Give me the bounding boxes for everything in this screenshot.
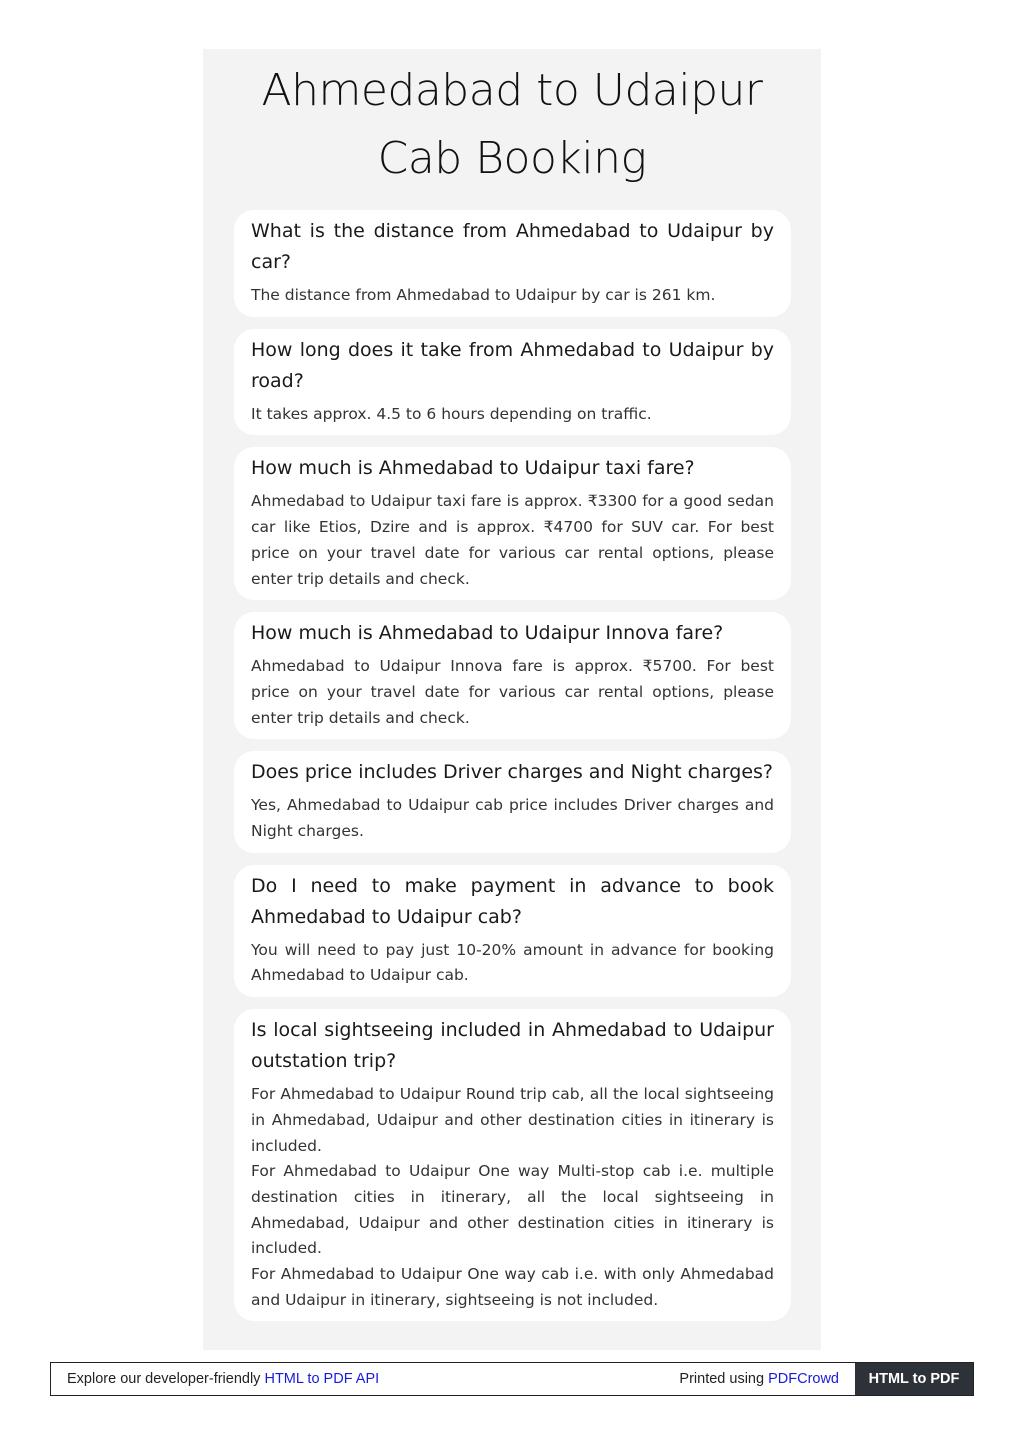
faq-answer (251, 654, 774, 731)
faq-item (234, 1009, 791, 1321)
faq-answer-paragraph: It takes approx. 4.5 to 6 hours depending on traffic. (251, 404, 652, 423)
faq-answer (251, 938, 774, 989)
faq-answer-paragraph: For Ahmedabad to Udaipur Round trip cab, all the local sightseeing in Ahmedabad, Udaipur and other destination cities in itinerary is included. (251, 1085, 774, 1155)
faq-question: Do I need to make payment in advance to book Ahmedabad to Udaipur cab? (251, 874, 774, 928)
faq-question: How long does it take from Ahmedabad to Udaipur by road? (251, 338, 774, 392)
footer-printed-text: Printed using (679, 1371, 769, 1387)
faq-answer-paragraph: Ahmedabad to Udaipur taxi fare is approx. ₹3300 for a good sedan car like Etios, Dzire and is approx. ₹4700 for SUV car. For best price on your travel date for various car rental options, please enter trip details and check. (251, 492, 774, 588)
faq-list (234, 210, 791, 1333)
faq-answer-paragraph: Yes, Ahmedabad to Udaipur cab price includes Driver charges and Night charges. (251, 796, 774, 841)
html-to-pdf-api-link[interactable]: HTML to PDF API (264, 1371, 380, 1387)
faq-item (234, 865, 791, 997)
faq-question: Is local sightseeing included in Ahmedabad to Udaipur outstation trip? (251, 1019, 774, 1073)
faq-answer (251, 402, 774, 428)
faq-item (234, 447, 791, 600)
faq-item (234, 210, 791, 317)
faq-answer (251, 793, 774, 844)
faq-question: How much is Ahmedabad to Udaipur Innova fare? (251, 622, 724, 645)
faq-answer-paragraph: For Ahmedabad to Udaipur One way Multi-stop cab i.e. multiple destination cities in itinerary, all the local sightseeing in Ahmedabad, Udaipur and other destination cities in itinerary is included. (251, 1162, 774, 1258)
faq-question: What is the distance from Ahmedabad to Udaipur by car? (251, 220, 774, 273)
faq-answer-paragraph: The distance from Ahmedabad to Udaipur by car is 261 km. (251, 286, 716, 304)
content-panel (203, 49, 821, 1350)
faq-answer-paragraph: Ahmedabad to Udaipur Innova fare is approx. ₹5700. For best price on your travel date for various car rental options, please enter trip details and check. (251, 657, 774, 727)
footer-printed (679, 1371, 855, 1387)
faq-item (234, 612, 791, 739)
faq-item (234, 751, 791, 852)
pdfcrowd-link[interactable]: PDFCrowd (768, 1371, 839, 1387)
faq-question: How much is Ahmedabad to Udaipur taxi fare? (251, 457, 695, 480)
faq-answer (251, 283, 774, 309)
faq-answer (251, 1082, 774, 1313)
faq-answer-paragraph: For Ahmedabad to Udaipur One way cab i.e. with only Ahmedabad and Udaipur in itinerary, sightseeing is not included. (251, 1265, 774, 1309)
footer-explore-text: Explore our developer-friendly (67, 1371, 265, 1387)
html-to-pdf-badge[interactable]: HTML to PDF (855, 1363, 973, 1395)
pdf-footer (50, 1362, 974, 1396)
faq-question: Does price includes Driver charges and Night charges? (251, 761, 773, 784)
faq-item (234, 329, 791, 436)
faq-answer-paragraph: You will need to pay just 10-20% amount in advance for booking Ahmedabad to Udaipur cab. (251, 940, 774, 985)
page-title: Ahmedabad to Udaipur Cab Booking (261, 65, 763, 184)
faq-answer (251, 489, 774, 592)
footer-explore (51, 1371, 679, 1387)
